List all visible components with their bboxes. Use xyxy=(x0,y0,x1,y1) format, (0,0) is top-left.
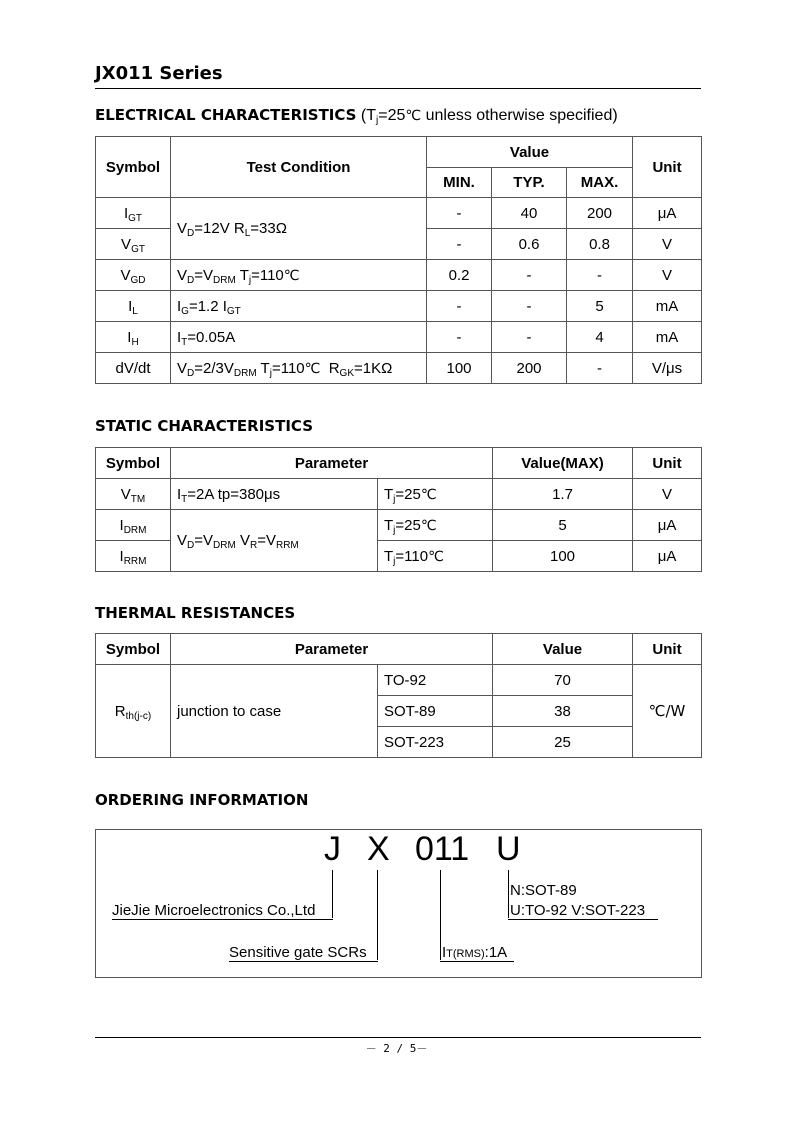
header-parameter: Parameter xyxy=(171,634,493,665)
code-package: U xyxy=(496,830,521,868)
condition-vgd: $V_D=V_{DRM}$ $T_j=110℃$ xyxy=(171,260,427,291)
typ-cell: - xyxy=(492,260,567,291)
symbol-vtm: $V_{TM}$ xyxy=(96,479,171,510)
package-line-1: N:SOT-89 xyxy=(510,882,577,899)
unit-cell: V/μs xyxy=(633,353,702,384)
typ-cell: 40 xyxy=(492,198,567,229)
table-row xyxy=(96,665,702,696)
unit-cell: V xyxy=(633,229,702,260)
symbol-igt: $I_{GT}$ xyxy=(96,198,171,229)
series-title: JX011 Series xyxy=(95,63,223,84)
code-letter-x: X xyxy=(367,830,390,868)
value-cell: 5 xyxy=(493,510,633,541)
ordering-diagram xyxy=(95,829,702,978)
symbol-vgd: $V_{GD}$ xyxy=(96,260,171,291)
page-header xyxy=(95,63,701,89)
parameter-junction-to-case: junction to case xyxy=(171,665,378,758)
code-letter-j: J xyxy=(324,830,341,868)
typ-cell: - xyxy=(492,322,567,353)
value-cell: 25 xyxy=(493,727,633,758)
typ-cell: 200 xyxy=(492,353,567,384)
company-label: JieJie Microelectronics Co.,Ltd xyxy=(112,902,316,919)
electrical-table xyxy=(95,136,702,384)
current-label: IT(RMS):1A xyxy=(442,944,508,961)
condition-ih: $I_T=0.05A$ xyxy=(171,322,427,353)
temperature-cell: $T_j=110℃$ xyxy=(378,541,493,572)
condition-il: $I_G=1.2$ $I_{GT}$ xyxy=(171,291,427,322)
table-row xyxy=(96,510,702,541)
header-symbol: Symbol xyxy=(96,137,171,198)
value-cell: 38 xyxy=(493,696,633,727)
header-value: Value xyxy=(427,137,633,168)
unit-cell: ℃/W xyxy=(633,665,702,758)
temperature-cell: $T_j=25℃$ xyxy=(378,510,493,541)
header-symbol: Symbol xyxy=(96,634,171,665)
value-cell: 100 xyxy=(493,541,633,572)
code-number: 011 xyxy=(415,830,470,868)
leader-line-u xyxy=(508,870,509,918)
unit-cell: mA xyxy=(633,291,702,322)
header-symbol: Symbol xyxy=(96,448,171,479)
table-row xyxy=(96,353,702,384)
thermal-table xyxy=(95,633,702,758)
package-line-2: U:TO-92 V:SOT-223 xyxy=(510,902,646,919)
condition-dvdt: $V_D=2/3V_{DRM}$ $T_j=110℃$ $R_{GK}=1K\Omega$ xyxy=(171,353,427,384)
company-underline xyxy=(112,919,333,920)
package-cell: SOT-223 xyxy=(378,727,493,758)
package-underline xyxy=(508,919,658,920)
symbol-idrm: $I_{DRM}$ xyxy=(96,510,171,541)
min-cell: 100 xyxy=(427,353,492,384)
min-cell: - xyxy=(427,291,492,322)
min-cell: - xyxy=(427,322,492,353)
thermal-section-title: THERMAL RESISTANCES xyxy=(95,604,296,622)
table-row xyxy=(96,322,702,353)
max-cell: 4 xyxy=(567,322,633,353)
header-typ: TYP. xyxy=(492,168,567,198)
symbol-il: $I_L$ xyxy=(96,291,171,322)
header-unit: Unit xyxy=(633,448,702,479)
value-cell: 1.7 xyxy=(493,479,633,510)
parameter-idrm-irrm: $V_D=V_{DRM}$ $V_R=V_{RRM}$ xyxy=(171,510,378,572)
max-cell: - xyxy=(567,353,633,384)
electrical-title: ELECTRICAL CHARACTERISTICS xyxy=(95,106,357,124)
unit-cell: μA xyxy=(633,541,702,572)
package-cell: SOT-89 xyxy=(378,696,493,727)
leader-line-x xyxy=(377,870,378,960)
min-cell: - xyxy=(427,198,492,229)
leader-line-011 xyxy=(440,870,441,960)
header-parameter: Parameter xyxy=(171,448,493,479)
table-row xyxy=(96,198,702,229)
unit-cell: μA xyxy=(633,198,702,229)
unit-cell: V xyxy=(633,260,702,291)
typ-cell: - xyxy=(492,291,567,322)
table-row xyxy=(96,260,702,291)
leader-line-j xyxy=(332,870,333,918)
max-cell: 5 xyxy=(567,291,633,322)
header-unit: Unit xyxy=(633,634,702,665)
value-cell: 70 xyxy=(493,665,633,696)
type-underline xyxy=(229,961,378,962)
header-value-max: Value(MAX) xyxy=(493,448,633,479)
condition-igt-vgt: $V_D=12V$ $R_L=33\Omega$ xyxy=(171,198,427,260)
current-underline xyxy=(440,961,514,962)
header-unit: Unit xyxy=(633,137,702,198)
max-cell: - xyxy=(567,260,633,291)
symbol-irrm: $I_{RRM}$ xyxy=(96,541,171,572)
unit-cell: μA xyxy=(633,510,702,541)
electrical-note: ($T_j=25℃$ unless otherwise specified) xyxy=(356,107,618,126)
electrical-section-title xyxy=(95,106,618,125)
max-cell: 0.8 xyxy=(567,229,633,260)
ordering-section-title: ORDERING INFORMATION xyxy=(95,791,309,809)
header-max: MAX. xyxy=(567,168,633,198)
page-number: － 2 / 5－ xyxy=(365,1042,428,1055)
min-cell: 0.2 xyxy=(427,260,492,291)
type-label: Sensitive gate SCRs xyxy=(229,944,367,961)
table-row xyxy=(96,291,702,322)
symbol-rth: $R_{th(j-c)}$ xyxy=(96,665,171,758)
unit-cell: V xyxy=(633,479,702,510)
symbol-ih: $I_H$ xyxy=(96,322,171,353)
parameter-vtm: $I_T=2A$ tp=380μs xyxy=(171,479,378,510)
header-value: Value xyxy=(493,634,633,665)
static-section-title: STATIC CHARACTERISTICS xyxy=(95,417,314,435)
header-min: MIN. xyxy=(427,168,492,198)
typ-cell: 0.6 xyxy=(492,229,567,260)
min-cell: - xyxy=(427,229,492,260)
symbol-dvdt: dV/dt xyxy=(96,353,171,384)
footer-divider xyxy=(95,1037,701,1038)
unit-cell: mA xyxy=(633,322,702,353)
header-test-condition: Test Condition xyxy=(171,137,427,198)
temperature-cell: $T_j=25℃$ xyxy=(378,479,493,510)
symbol-vgt: $V_{GT}$ xyxy=(96,229,171,260)
max-cell: 200 xyxy=(567,198,633,229)
table-row xyxy=(96,479,702,510)
package-cell: TO-92 xyxy=(378,665,493,696)
static-table xyxy=(95,447,702,572)
